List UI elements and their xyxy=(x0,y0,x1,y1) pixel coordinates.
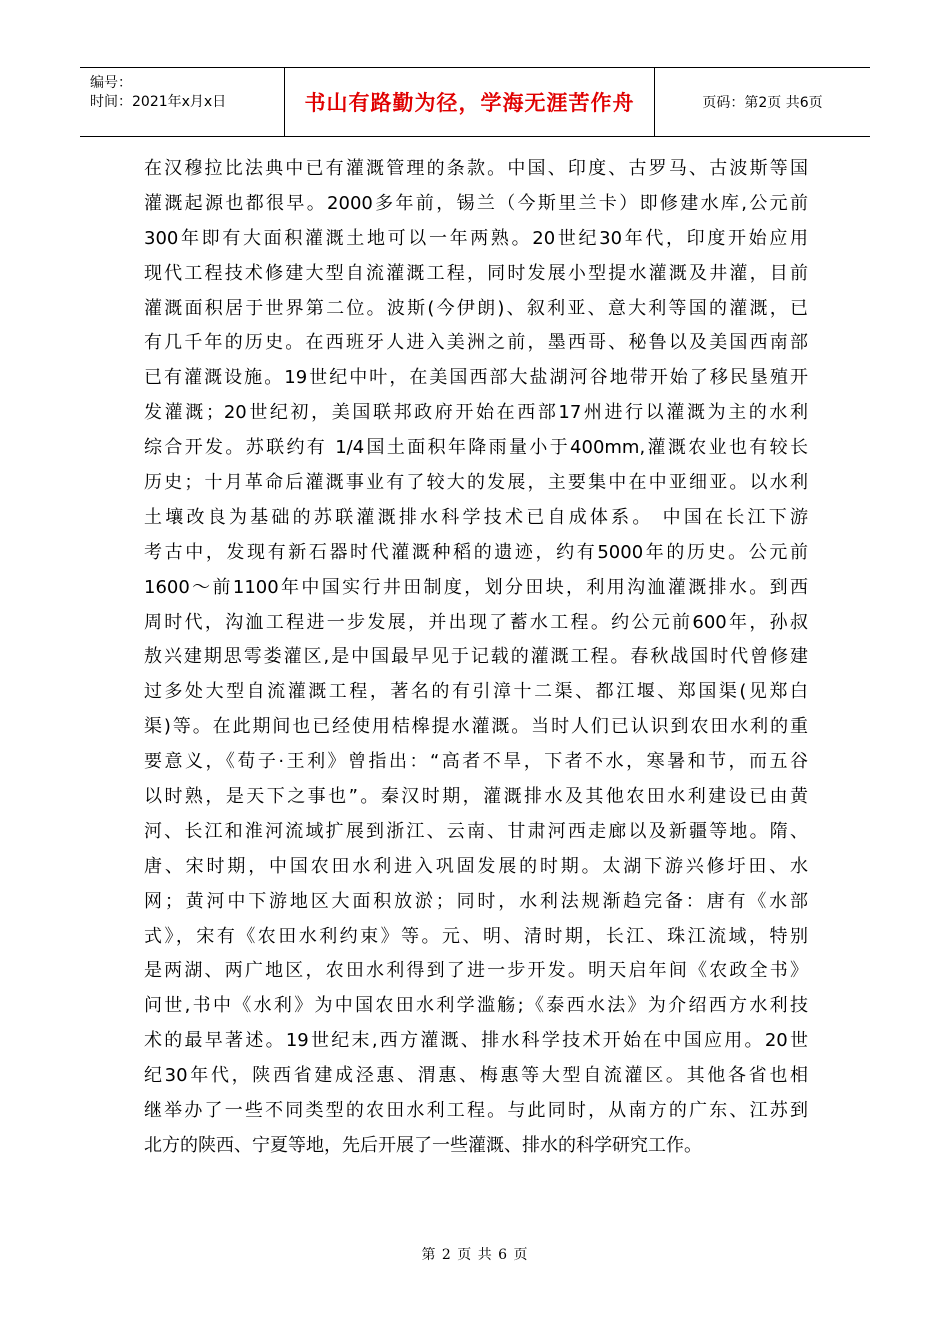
paragraph-line: 术的最早著述。19世纪末,西方灌溉、排水科学技术开始在中国应用。20世 xyxy=(144,1030,808,1052)
page-footer: 第 2 页 共 6 页 xyxy=(421,1247,529,1263)
paragraph-line: 纪30年代，陕西省建成泾惠、渭惠、梅惠等大型自流灌区。其他各省也相 xyxy=(144,1065,808,1087)
document-number-label: 编号： xyxy=(90,75,132,91)
paragraph-line: 唐、宋时期，中国农田水利进入巩固发展的时期。太湖下游兴修圩田、水 xyxy=(144,855,808,877)
paragraph-line: 现代工程技术修建大型自流灌溉工程，同时发展小型提水灌溉及井灌，目前 xyxy=(144,262,808,284)
paragraph-line: 河、长江和淮河流域扩展到浙江、云南、甘肃河西走廊以及新疆等地。隋、 xyxy=(144,820,808,842)
paragraph-line: 灌溉面积居于世界第二位。波斯(今伊朗)、叙利亚、意大利等国的灌溉，已 xyxy=(144,297,808,319)
body-text xyxy=(144,152,808,1164)
paragraph-line: 以时熟，是天下之事也”。秦汉时期，灌溉排水及其他农田水利建设已由黄 xyxy=(144,786,808,808)
paragraph-line: 式》，宋有《农田水利约束》等。元、明、清时期，长江、珠江流域，特别 xyxy=(144,925,808,947)
paragraph-line: 历史；十月革命后灌溉事业有了较大的发展，主要集中在中亚细亚。以水利 xyxy=(144,472,808,494)
paragraph-line: 北方的陕西、宁夏等地，先后开展了一些灌溉、排水的科学研究工作。 xyxy=(144,1134,702,1156)
paragraph-line: 300年即有大面积灌溉土地可以一年两熟。20世纪30年代，印度开始应用 xyxy=(144,227,808,249)
paragraph-line: 过多处大型自流灌溉工程，著名的有引漳十二渠、都江堰、郑国渠(见郑白 xyxy=(144,681,808,703)
paragraph-line: 土壤改良为基础的苏联灌溉排水科学技术已自成体系。 中国在长江下游 xyxy=(144,506,808,528)
header-meta-cell xyxy=(80,68,285,136)
paragraph-line: 1600～前1100年中国实行井田制度，划分田块，利用沟洫灌溉排水。到西 xyxy=(144,576,808,598)
paragraph-line: 周时代，沟洫工程进一步发展，并出现了蓄水工程。约公元前600年，孙叔 xyxy=(144,611,808,633)
paragraph-line: 是两湖、两广地区，农田水利得到了进一步开发。明天启年间《农政全书》 xyxy=(144,960,808,982)
header-page-info: 页码：第2页 共6页 xyxy=(702,95,823,111)
paragraph-line: 已有灌溉设施。19世纪中叶，在美国西部大盐湖河谷地带开始了移民垦殖开 xyxy=(144,367,808,389)
header-motto: 书山有路勤为径，学海无涯苦作舟 xyxy=(304,91,635,115)
paragraph-line: 敖兴建期思雩娄灌区,是中国最早见于记载的灌溉工程。春秋战国时代曾修建 xyxy=(144,646,808,668)
header-motto-cell xyxy=(285,68,655,136)
page-header xyxy=(80,67,870,137)
paragraph-line: 要意义，《荀子·王利》曾指出：“高者不旱，下者不水，寒暑和节，而五谷 xyxy=(144,751,808,773)
paragraph-line: 在汉穆拉比法典中已有灌溉管理的条款。中国、印度、古罗马、古波斯等国 xyxy=(144,158,808,179)
paragraph-line: 灌溉起源也都很早。2000多年前，锡兰（今斯里兰卡）即修建水库,公元前 xyxy=(144,192,808,214)
paragraph-line: 发灌溉；20世纪初，美国联邦政府开始在西部17州进行以灌溉为主的水利 xyxy=(144,402,808,424)
paragraph-line: 有几千年的历史。在西班牙人进入美洲之前，墨西哥、秘鲁以及美国西南部 xyxy=(144,332,808,354)
document-time-label: 时间：2021年x月x日 xyxy=(90,94,227,110)
paragraph-line: 渠)等。在此期间也已经使用桔槔提水灌溉。当时人们已认识到农田水利的重 xyxy=(144,716,808,738)
paragraph-line: 问世,书中《水利》为中国农田水利学滥觞;《泰西水法》为介绍西方水利技 xyxy=(144,995,808,1017)
paragraph-line: 网；黄河中下游地区大面积放淤；同时，水利法规渐趋完备：唐有《水部 xyxy=(144,890,808,912)
paragraph-line: 综合开发。苏联约有 1/4国土面积年降雨量小于400mm,灌溉农业也有较长 xyxy=(144,437,808,459)
paragraph-line: 继举办了一些不同类型的农田水利工程。与此同时，从南方的广东、江苏到 xyxy=(144,1100,808,1122)
header-page-cell xyxy=(655,68,870,136)
paragraph-line: 考古中，发现有新石器时代灌溉种稻的遗迹，约有5000年的历史。公元前 xyxy=(144,541,808,563)
